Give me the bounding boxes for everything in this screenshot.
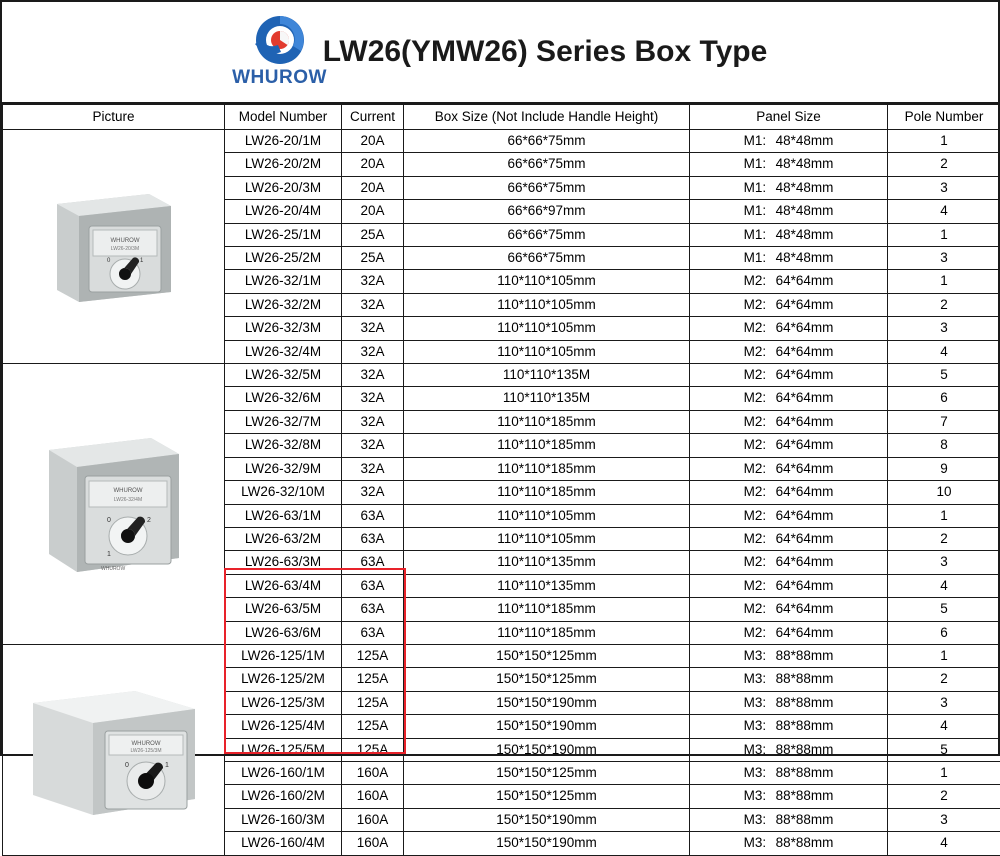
cell-current: 63A (342, 504, 404, 527)
cell-box-size: 110*110*185mm (404, 481, 690, 504)
cell-pole-number: 2 (888, 527, 1000, 550)
cell-current: 63A (342, 574, 404, 597)
cell-box-size: 110*110*105mm (404, 527, 690, 550)
cell-pole-number: 9 (888, 457, 1000, 480)
cell-panel-size: M1: 48*48mm (690, 247, 888, 270)
cell-panel-size: M1: 48*48mm (690, 200, 888, 223)
cell-box-size: 110*110*105mm (404, 317, 690, 340)
cell-current: 20A (342, 200, 404, 223)
cell-current: 63A (342, 598, 404, 621)
cell-box-size: 150*150*190mm (404, 808, 690, 831)
cell-current: 125A (342, 668, 404, 691)
cell-model-number: LW26-32/5M (225, 364, 342, 387)
cell-current: 32A (342, 317, 404, 340)
svg-text:2: 2 (147, 517, 151, 524)
column-header-current: Current (342, 105, 404, 130)
specification-table (2, 104, 1000, 856)
cell-pole-number: 4 (888, 832, 1000, 855)
cell-current: 125A (342, 691, 404, 714)
cell-box-size: 110*110*185mm (404, 621, 690, 644)
cell-current: 32A (342, 387, 404, 410)
column-header-model: Model Number (225, 105, 342, 130)
cell-current: 20A (342, 176, 404, 199)
cell-current: 63A (342, 551, 404, 574)
table-row (3, 644, 1000, 667)
cell-pole-number: 1 (888, 644, 1000, 667)
cell-model-number: LW26-32/4M (225, 340, 342, 363)
cell-current: 32A (342, 270, 404, 293)
cell-box-size: 66*66*75mm (404, 130, 690, 153)
svg-text:WHUROW: WHUROW (131, 741, 160, 747)
cell-model-number: LW26-20/2M (225, 153, 342, 176)
cell-panel-size: M2: 64*64mm (690, 481, 888, 504)
cell-current: 125A (342, 715, 404, 738)
cell-model-number: LW26-125/1M (225, 644, 342, 667)
cell-panel-size: M2: 64*64mm (690, 551, 888, 574)
cell-model-number: LW26-160/4M (225, 832, 342, 855)
table-row (3, 364, 1000, 387)
svg-text:1: 1 (140, 258, 144, 264)
cell-model-number: LW26-125/3M (225, 691, 342, 714)
cell-box-size: 150*150*125mm (404, 761, 690, 784)
cell-pole-number: 6 (888, 387, 1000, 410)
cell-model-number: LW26-32/3M (225, 317, 342, 340)
cell-current: 160A (342, 761, 404, 784)
cell-current: 160A (342, 808, 404, 831)
large-box-switch-photo (3, 644, 225, 855)
cell-model-number: LW26-63/6M (225, 621, 342, 644)
cell-panel-size: M3: 88*88mm (690, 738, 888, 761)
cell-panel-size: M3: 88*88mm (690, 808, 888, 831)
cell-panel-size: M2: 64*64mm (690, 457, 888, 480)
cell-model-number: LW26-32/2M (225, 293, 342, 316)
cell-box-size: 150*150*125mm (404, 668, 690, 691)
cell-box-size: 110*110*185mm (404, 434, 690, 457)
cell-pole-number: 7 (888, 410, 1000, 433)
cell-pole-number: 4 (888, 715, 1000, 738)
cell-box-size: 66*66*75mm (404, 223, 690, 246)
cell-model-number: LW26-25/2M (225, 247, 342, 270)
cell-box-size: 110*110*185mm (404, 410, 690, 433)
svg-text:0: 0 (125, 762, 129, 769)
table-row (3, 130, 1000, 153)
cell-pole-number: 2 (888, 293, 1000, 316)
cell-panel-size: M1: 48*48mm (690, 153, 888, 176)
svg-text:WHUROW: WHUROW (110, 238, 139, 244)
cell-pole-number: 3 (888, 317, 1000, 340)
cell-current: 25A (342, 223, 404, 246)
cell-pole-number: 1 (888, 270, 1000, 293)
cell-model-number: LW26-20/1M (225, 130, 342, 153)
cell-current: 160A (342, 785, 404, 808)
cell-current: 32A (342, 457, 404, 480)
cell-current: 32A (342, 293, 404, 316)
cell-model-number: LW26-125/2M (225, 668, 342, 691)
cell-pole-number: 3 (888, 551, 1000, 574)
cell-panel-size: M2: 64*64mm (690, 504, 888, 527)
cell-box-size: 66*66*75mm (404, 247, 690, 270)
page-title: LW26(YMW26) Series Box Type (323, 35, 768, 69)
cell-pole-number: 2 (888, 153, 1000, 176)
svg-text:WHUROW: WHUROW (113, 488, 142, 494)
cell-box-size: 110*110*135M (404, 387, 690, 410)
cell-panel-size: M2: 64*64mm (690, 270, 888, 293)
cell-box-size: 66*66*75mm (404, 153, 690, 176)
cell-box-size: 150*150*190mm (404, 691, 690, 714)
cell-model-number: LW26-63/5M (225, 598, 342, 621)
brand-logo (217, 14, 342, 89)
cell-box-size: 150*150*190mm (404, 715, 690, 738)
cell-current: 20A (342, 153, 404, 176)
cell-panel-size: M3: 88*88mm (690, 668, 888, 691)
cell-box-size: 66*66*97mm (404, 200, 690, 223)
cell-panel-size: M2: 64*64mm (690, 574, 888, 597)
svg-text:1: 1 (107, 551, 111, 558)
cell-panel-size: M3: 88*88mm (690, 832, 888, 855)
cell-current: 160A (342, 832, 404, 855)
column-header-box-size: Box Size (Not Include Handle Height) (404, 105, 690, 130)
cell-pole-number: 4 (888, 340, 1000, 363)
cell-pole-number: 4 (888, 200, 1000, 223)
svg-text:LW26-20/3M: LW26-20/3M (110, 246, 138, 252)
svg-text:0: 0 (107, 517, 111, 524)
cell-model-number: LW26-32/10M (225, 481, 342, 504)
cell-box-size: 150*150*190mm (404, 832, 690, 855)
cell-model-number: LW26-160/3M (225, 808, 342, 831)
cell-pole-number: 3 (888, 247, 1000, 270)
cell-model-number: LW26-32/1M (225, 270, 342, 293)
cell-box-size: 110*110*185mm (404, 598, 690, 621)
cell-panel-size: M2: 64*64mm (690, 340, 888, 363)
cell-model-number: LW26-125/5M (225, 738, 342, 761)
cell-pole-number: 8 (888, 434, 1000, 457)
cell-box-size: 110*110*135M (404, 364, 690, 387)
cell-pole-number: 6 (888, 621, 1000, 644)
cell-model-number: LW26-32/8M (225, 434, 342, 457)
cell-model-number: LW26-63/3M (225, 551, 342, 574)
cell-pole-number: 1 (888, 504, 1000, 527)
cell-box-size: 110*110*105mm (404, 340, 690, 363)
medium-box-switch-photo (3, 364, 225, 645)
cell-pole-number: 3 (888, 808, 1000, 831)
cell-pole-number: 5 (888, 738, 1000, 761)
cell-panel-size: M2: 64*64mm (690, 364, 888, 387)
cell-model-number: LW26-20/4M (225, 200, 342, 223)
whurow-swirl-logo (241, 14, 319, 66)
cell-pole-number: 3 (888, 176, 1000, 199)
cell-pole-number: 2 (888, 785, 1000, 808)
cell-current: 32A (342, 434, 404, 457)
svg-text:LW26-32/4M: LW26-32/4M (113, 497, 141, 503)
brand-name: WHUROW (217, 67, 342, 89)
cell-current: 32A (342, 340, 404, 363)
cell-current: 125A (342, 738, 404, 761)
cell-box-size: 110*110*105mm (404, 270, 690, 293)
cell-pole-number: 5 (888, 598, 1000, 621)
cell-current: 63A (342, 527, 404, 550)
cell-panel-size: M1: 48*48mm (690, 130, 888, 153)
cell-pole-number: 1 (888, 223, 1000, 246)
column-header-panel: Panel Size (690, 105, 888, 130)
cell-panel-size: M3: 88*88mm (690, 785, 888, 808)
table-header-row (3, 105, 1000, 130)
cell-panel-size: M2: 64*64mm (690, 621, 888, 644)
cell-panel-size: M3: 88*88mm (690, 715, 888, 738)
cell-box-size: 150*150*125mm (404, 785, 690, 808)
cell-panel-size: M2: 64*64mm (690, 434, 888, 457)
page-header (2, 2, 998, 104)
cell-model-number: LW26-32/7M (225, 410, 342, 433)
cell-model-number: LW26-32/9M (225, 457, 342, 480)
cell-current: 32A (342, 481, 404, 504)
cell-pole-number: 3 (888, 691, 1000, 714)
cell-current: 63A (342, 621, 404, 644)
cell-model-number: LW26-63/2M (225, 527, 342, 550)
cell-model-number: LW26-25/1M (225, 223, 342, 246)
cell-pole-number: 2 (888, 668, 1000, 691)
cell-model-number: LW26-20/3M (225, 176, 342, 199)
small-box-switch-photo (3, 130, 225, 364)
cell-current: 20A (342, 130, 404, 153)
cell-panel-size: M1: 48*48mm (690, 223, 888, 246)
cell-model-number: LW26-32/6M (225, 387, 342, 410)
cell-panel-size: M2: 64*64mm (690, 317, 888, 340)
cell-pole-number: 5 (888, 364, 1000, 387)
svg-text:LW26-125/3M: LW26-125/3M (130, 748, 161, 754)
column-header-picture: Picture (3, 105, 225, 130)
svg-text:WHUROW: WHUROW (101, 566, 125, 572)
cell-box-size: 66*66*75mm (404, 176, 690, 199)
cell-pole-number: 10 (888, 481, 1000, 504)
cell-model-number: LW26-125/4M (225, 715, 342, 738)
cell-box-size: 150*150*190mm (404, 738, 690, 761)
cell-current: 125A (342, 644, 404, 667)
cell-pole-number: 4 (888, 574, 1000, 597)
cell-pole-number: 1 (888, 761, 1000, 784)
cell-current: 32A (342, 364, 404, 387)
cell-panel-size: M2: 64*64mm (690, 387, 888, 410)
svg-text:1: 1 (165, 762, 169, 769)
cell-current: 25A (342, 247, 404, 270)
cell-panel-size: M2: 64*64mm (690, 410, 888, 433)
cell-panel-size: M3: 88*88mm (690, 761, 888, 784)
cell-panel-size: M3: 88*88mm (690, 644, 888, 667)
cell-panel-size: M2: 64*64mm (690, 293, 888, 316)
cell-box-size: 150*150*125mm (404, 644, 690, 667)
cell-box-size: 110*110*105mm (404, 504, 690, 527)
cell-model-number: LW26-63/1M (225, 504, 342, 527)
cell-box-size: 110*110*105mm (404, 293, 690, 316)
cell-box-size: 110*110*135mm (404, 551, 690, 574)
cell-model-number: LW26-160/2M (225, 785, 342, 808)
column-header-pole: Pole Number (888, 105, 1000, 130)
cell-model-number: LW26-160/1M (225, 761, 342, 784)
cell-panel-size: M1: 48*48mm (690, 176, 888, 199)
cell-box-size: 110*110*185mm (404, 457, 690, 480)
cell-model-number: LW26-63/4M (225, 574, 342, 597)
cell-box-size: 110*110*135mm (404, 574, 690, 597)
cell-panel-size: M2: 64*64mm (690, 527, 888, 550)
cell-panel-size: M3: 88*88mm (690, 691, 888, 714)
cell-panel-size: M2: 64*64mm (690, 598, 888, 621)
cell-current: 32A (342, 410, 404, 433)
cell-pole-number: 1 (888, 130, 1000, 153)
svg-text:0: 0 (107, 258, 111, 264)
